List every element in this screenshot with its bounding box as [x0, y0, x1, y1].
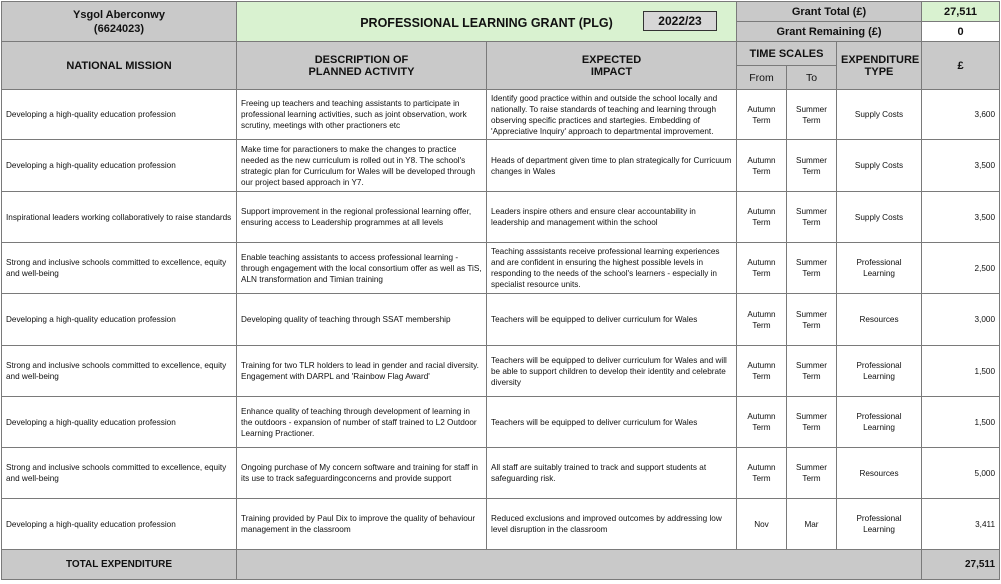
- to-cell[interactable]: Summer Term: [787, 294, 837, 346]
- grant-total-label[interactable]: Grant Total (£): [737, 2, 922, 22]
- description-cell[interactable]: Enable teaching assistants to access professional learning - through engagement with the local consortium offer as well as TiS, ALN transformation and Timian training: [237, 243, 487, 294]
- from-cell[interactable]: Autumn Term: [737, 397, 787, 448]
- amount-cell[interactable]: 1,500: [922, 346, 1000, 397]
- mission-cell[interactable]: Strong and inclusive schools committed to excellence, equity and well-being: [2, 448, 237, 499]
- impact-cell[interactable]: Heads of department given time to plan strategically for Curricuum changes in Wales: [487, 140, 737, 192]
- header-description-line2: PLANNED ACTIVITY: [308, 65, 415, 78]
- mission-cell[interactable]: Inspirational leaders working collaboratively to raise standards: [2, 192, 237, 243]
- from-cell[interactable]: Autumn Term: [737, 294, 787, 346]
- expenditure-type-cell[interactable]: Professional Learning: [837, 499, 922, 550]
- grant-remaining-label[interactable]: Grant Remaining (£): [737, 22, 922, 42]
- expenditure-type-cell[interactable]: Professional Learning: [837, 346, 922, 397]
- amount-cell[interactable]: 3,411: [922, 499, 1000, 550]
- to-cell[interactable]: Summer Term: [787, 192, 837, 243]
- amount-cell[interactable]: 3,500: [922, 140, 1000, 192]
- header-amount[interactable]: £: [922, 42, 1000, 90]
- mission-cell[interactable]: Developing a high-quality education profession: [2, 397, 237, 448]
- description-cell[interactable]: Enhance quality of teaching through development of learning in the outdoors - expansion of number of staff trained to L2 Outdoor Learning Practioner.: [237, 397, 487, 448]
- to-cell[interactable]: Mar: [787, 499, 837, 550]
- table-row: [2, 448, 1000, 499]
- expenditure-type-cell[interactable]: Supply Costs: [837, 140, 922, 192]
- header-description[interactable]: [237, 42, 487, 90]
- description-cell[interactable]: Training for two TLR holders to lead in gender and racial diversity. Engagement with DARPL and 'Rainbow Flag Award': [237, 346, 487, 397]
- impact-cell[interactable]: All staff are suitably trained to track and support students at safeguarding risk.: [487, 448, 737, 499]
- impact-cell[interactable]: Teachers will be equipped to deliver curriculum for Wales and will be able to support children to develop their identity and celebrate diversity: [487, 346, 737, 397]
- mission-cell[interactable]: Strong and inclusive schools committed to excellence, equity and well-being: [2, 346, 237, 397]
- description-cell[interactable]: Make time for paractioners to make the changes to practice needed as the new curriculum is rolled out in Y8. The school's strategic plan for Curriculum for Wales will be developed through our project based approach in Y7.: [237, 140, 487, 192]
- expenditure-type-cell[interactable]: Professional Learning: [837, 243, 922, 294]
- impact-cell[interactable]: Teachers will be equipped to deliver curriculum for Wales: [487, 397, 737, 448]
- header-expenditure-line1: EXPENDITURE: [841, 53, 920, 66]
- header-impact-line1: EXPECTED: [581, 53, 642, 66]
- header-to[interactable]: To: [787, 66, 837, 90]
- mission-cell[interactable]: Developing a high-quality education profession: [2, 499, 237, 550]
- expenditure-type-cell[interactable]: Resources: [837, 294, 922, 346]
- impact-cell[interactable]: Teachers will be equipped to deliver curriculum for Wales: [487, 294, 737, 346]
- amount-cell[interactable]: 3,600: [922, 90, 1000, 140]
- school-name: Ysgol Aberconwy: [73, 8, 165, 21]
- mission-cell[interactable]: Developing a high-quality education profession: [2, 90, 237, 140]
- total-expenditure-label[interactable]: TOTAL EXPENDITURE: [2, 550, 237, 580]
- expenditure-type-cell[interactable]: Supply Costs: [837, 192, 922, 243]
- header-national-mission[interactable]: NATIONAL MISSION: [2, 42, 237, 90]
- amount-cell[interactable]: 3,500: [922, 192, 1000, 243]
- impact-cell[interactable]: Reduced exclusions and improved outcomes by addressing low level disruption in the classroom: [487, 499, 737, 550]
- from-cell[interactable]: Autumn Term: [737, 346, 787, 397]
- description-cell[interactable]: Developing quality of teaching through SSAT membership: [237, 294, 487, 346]
- from-cell[interactable]: Nov: [737, 499, 787, 550]
- impact-cell[interactable]: Leaders inspire others and ensure clear accountability in leadership and management within the school: [487, 192, 737, 243]
- table-row: [2, 192, 1000, 243]
- grant-title-cell[interactable]: [237, 2, 737, 42]
- plg-spreadsheet: [1, 1, 1000, 580]
- grant-remaining-value[interactable]: 0: [922, 22, 1000, 42]
- school-code: (6624023): [93, 22, 145, 35]
- table-row: [2, 294, 1000, 346]
- table-row: [2, 397, 1000, 448]
- mission-cell[interactable]: Developing a high-quality education profession: [2, 140, 237, 192]
- mission-cell[interactable]: Strong and inclusive schools committed to excellence, equity and well-being: [2, 243, 237, 294]
- table-row: [2, 243, 1000, 294]
- total-expenditure-value[interactable]: 27,511: [922, 550, 1000, 580]
- expenditure-type-cell[interactable]: Professional Learning: [837, 397, 922, 448]
- to-cell[interactable]: Summer Term: [787, 90, 837, 140]
- grant-title: PROFESSIONAL LEARNING GRANT (PLG): [360, 16, 613, 30]
- header-from[interactable]: From: [737, 66, 787, 90]
- header-time-scales[interactable]: TIME SCALES: [737, 42, 837, 66]
- amount-cell[interactable]: 2,500: [922, 243, 1000, 294]
- amount-cell[interactable]: 5,000: [922, 448, 1000, 499]
- mission-cell[interactable]: Developing a high-quality education profession: [2, 294, 237, 346]
- table-row: [2, 346, 1000, 397]
- to-cell[interactable]: Summer Term: [787, 448, 837, 499]
- table-row: [2, 499, 1000, 550]
- from-cell[interactable]: Autumn Term: [737, 448, 787, 499]
- header-description-line1: DESCRIPTION OF: [314, 53, 409, 66]
- grant-total-value[interactable]: 27,511: [922, 2, 1000, 22]
- from-cell[interactable]: Autumn Term: [737, 140, 787, 192]
- to-cell[interactable]: Summer Term: [787, 140, 837, 192]
- header-impact-line2: IMPACT: [590, 65, 633, 78]
- expenditure-type-cell[interactable]: Supply Costs: [837, 90, 922, 140]
- description-cell[interactable]: Ongoing purchase of My concern software and training for staff in its use to track safeguardingconcerns and provide support: [237, 448, 487, 499]
- impact-cell[interactable]: Teaching asssistants receive professional learning experiences and are confident in ensuring the highest possible levels in responding to the needs of the school's learners - especially in specialist resource units.: [487, 243, 737, 294]
- from-cell[interactable]: Autumn Term: [737, 192, 787, 243]
- to-cell[interactable]: Summer Term: [787, 243, 837, 294]
- total-spacer: [237, 550, 922, 580]
- grant-year-box: 2022/23: [643, 11, 717, 31]
- description-cell[interactable]: Freeing up teachers and teaching assistants to participate in professional learning activities, such as joint observation, work scrutiny, meetings with other practioners etc: [237, 90, 487, 140]
- from-cell[interactable]: Autumn Term: [737, 243, 787, 294]
- expenditure-type-cell[interactable]: Resources: [837, 448, 922, 499]
- header-expenditure-type[interactable]: [837, 42, 922, 90]
- school-cell[interactable]: [2, 2, 237, 42]
- header-expenditure-line2: TYPE: [864, 65, 894, 78]
- total-row: [2, 550, 1000, 580]
- header-impact[interactable]: [487, 42, 737, 90]
- description-cell[interactable]: Training provided by Paul Dix to improve the quality of behaviour management in the classroom: [237, 499, 487, 550]
- to-cell[interactable]: Summer Term: [787, 346, 837, 397]
- impact-cell[interactable]: Identify good practice within and outside the school locally and nationally. To raise standards of teaching and learning through observing specific practices and startegies. Embedding of 'Appreciative Inquiry' approach to departmental improvement.: [487, 90, 737, 140]
- amount-cell[interactable]: 1,500: [922, 397, 1000, 448]
- table-row: [2, 90, 1000, 140]
- amount-cell[interactable]: 3,000: [922, 294, 1000, 346]
- description-cell[interactable]: Support improvement in the regional professional learning offer, ensuring access to Leadership programmes at all levels: [237, 192, 487, 243]
- table-row: [2, 140, 1000, 192]
- to-cell[interactable]: Summer Term: [787, 397, 837, 448]
- from-cell[interactable]: Autumn Term: [737, 90, 787, 140]
